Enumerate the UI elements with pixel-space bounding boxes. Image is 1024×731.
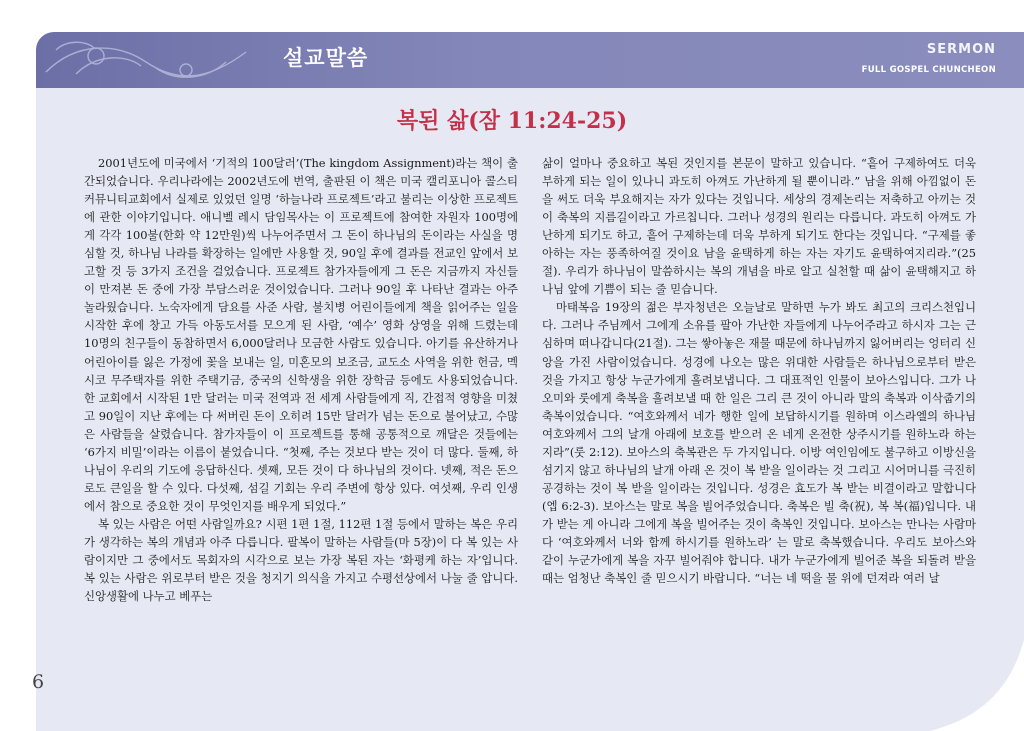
sermon-label: SERMON [926,42,996,57]
ornament-swirl-icon [36,32,266,88]
left-column [84,154,518,605]
section-title: 설교말씀 [283,46,369,70]
right-column [542,154,976,587]
church-label: FULL GOSPEL CHUNCHEON [861,65,996,75]
sermon-title: 복된 삶(잠 11:24-25) [396,108,628,134]
corner-curve-decoration [900,600,1024,731]
page-number: 6 [32,671,45,693]
paragraph: 복 있는 사람은 어떤 사람일까요? 시편 1편 1절, 112편 1절 등에서 말하는 복은 우리가 생각하는 복의 개념과 아주 다릅니다. 팔복이 말하는 사람들(마 5장)이 다 복 있는 사람이지만 그 중에서도 목회자의 시각으로 보는 가장 복된 자는 ‘화평케 하는 자’입니다. 복 있는 사람은 위로부터 받은 것을 청지기 의식을 가지고 수평선상에서 나눌 줄 압니다. 신앙생활에 나누고 베푸는 [84,516,518,604]
paragraph: 마태복음 19장의 젊은 부자청년은 오늘날로 말하면 누가 봐도 최고의 크리스천입니다. 그러나 주님께서 그에게 소유를 팔아 가난한 자들에게 나누어주라고 하시자 그는 근심하며 떠나갑니다(21절). 그는 쌓아놓은 재물 때문에 하나님까지 잃어버리는 엉터리 신앙을 가진 사람이었습니다. 성경에 나오는 많은 위대한 사람들은 하나님으로부터 받은 것을 가지고 항상 누군가에게 흘려보냅니다. 그 대표적인 인물이 보아스입니다. 그가 나오미와 룻에게 축복을 흘려보낼 때 한 일은 그리 큰 것이 아니라 말의 축복과 이삭줍기의 축복이었습니다. “여호와께서 네가 행한 일에 보답하시기를 원하며 이스라엘의 하나님 여호와께서 그의 날개 아래에 보호를 받으러 온 네게 온전한 상주시기를 원하노라 하는지라”(룻 2:12). 보아스의 축복관은 두 가지입니다. 이방 여인임에도 불구하고 이방신을 섬기지 않고 하나님의 날개 아래 온 것이 복 받을 일이라는 것 그리고 시어머니를 극진히 공경하는 것이 복 받을 일이라는 것입니다. 성경은 효도가 복 받는 비결이라고 말합니다(엡 6:2-3). 보아스는 말로 복을 빌어주었습니다. 축복은 빌 축(祝), 복 복(福)입니다. 내가 받는 게 아니라 그에게 복을 빌어주는 것이 축복인 것입니다. 보아스는 만나는 사람마다 ‘여호와께서 너와 함께 하시기를 원하노라’ 는 말로 축복했습니다. 우리도 보아스와 같이 누군가에게 복을 자꾸 빌어줘야 합니다. 내가 누군가에게 빌어준 복을 되돌려 받을 때는 엄청난 축복인 줄 믿으시기 바랍니다. “너는 네 떡을 물 위에 던져라 여러 날 [542,300,976,586]
header-right-block [862,42,996,75]
paragraph: 삶이 얼마나 중요하고 복된 것인지를 본문이 말하고 있습니다. “흩어 구제하여도 더욱 부하게 되는 일이 있나니 과도히 아껴도 가난하게 될 뿐이니라.” 남을 위해 아낌없이 돈을 써도 더욱 부요해지는 자가 있다는 것입니다. 세상의 경제논리는 저축하고 아끼는 것이 축복의 지름길이라고 가르칩니다. 그러나 성경의 원리는 다릅니다. 과도히 아껴도 가난하게 되기도 하고, 흩어 구제하는데 더욱 부하게 되기도 한다는 것입니다. “구제를 좋아하는 자는 풍족하여질 것이요 남을 윤택하게 하는 자는 자기도 윤택하여지리라.”(25절). 우리가 하나님이 말씀하시는 복의 개념을 바로 알고 실천할 때 삶이 윤택해지고 하나님 앞에 기쁨이 되는 줄 믿습니다. [542,156,976,297]
paragraph: 2001년도에 미국에서 ‘기적의 100달러’(The kingdom Assignment)라는 책이 출간되었습니다. 우리나라에는 2002년도에 번역, 출판된 이 책은 미국 캘리포니아 콜스티 커뮤니티교회에서 실제로 있었던 일명 ‘하늘나라 프로젝트’라고 불리는 이상한 프로젝트에 관한 이야기입니다. 애니벨 레시 담임목사는 이 프로젝트에 참여한 자원자 100명에게 각각 100불(한화 약 12만원)씩 나누어주면서 그 돈이 하나님의 돈이라는 사실을 명심할 것, 하나님 나라를 확장하는 일에만 사용할 것, 90일 후에 결과를 전교인 앞에서 보고할 것 등 3가지 조건을 걸었습니다. 프로젝트 참가자들에게 그 돈은 지금까지 자신들이 만져본 돈 중에 가장 부담스러운 것이었습니다. 그러나 90일 후 나타난 결과는 아주 놀라웠습니다. 노숙자에게 담요를 사준 사람, 불치병 어린이들에게 책을 읽어주는 일을 시작한 후에 창고 가득 아동도서를 모으게 된 사람, ‘예수’ 영화 상영을 위해 드렸는데 10명의 친구들이 동참하면서 6,000달러나 모금한 사람도 있습니다. 아기를 유산하거나 어린아이를 잃은 가정에 꽃을 보내는 일, 미혼모의 보조금, 교도소 사역을 위한 헌금, 멕시코 무주택자를 위한 주택기금, 중국의 신학생을 위한 장학금 등에도 사용되었습니다. 한 교회에서 시작된 1만 달러는 미국 전역과 전 세계 사람들에게 직, 간접적 영향을 미쳤고 90일이 지난 후에는 다 써버린 돈이 오히려 15만 달러가 넘는 돈으로 불어났고, 수많은 사람들을 살렸습니다. 참가자들이 이 프로젝트를 통해 공통적으로 깨달은 것들에는 ‘6가지 비밀’이라는 이름이 붙었습니다. “첫째, 주는 것보다 받는 것이 더 많다. 둘째, 하나님이 우리의 기도에 응답하신다. 셋째, 모든 것이 다 하나님의 것이다. 넷째, 적은 돈으로도 큰일을 할 수 있다. 다섯째, 섬길 기회는 우리 주변에 항상 있다. 여섯째, 우리 인생에서 참으로 중요한 것이 무엇인지를 배우게 되었다.” [84,156,518,513]
